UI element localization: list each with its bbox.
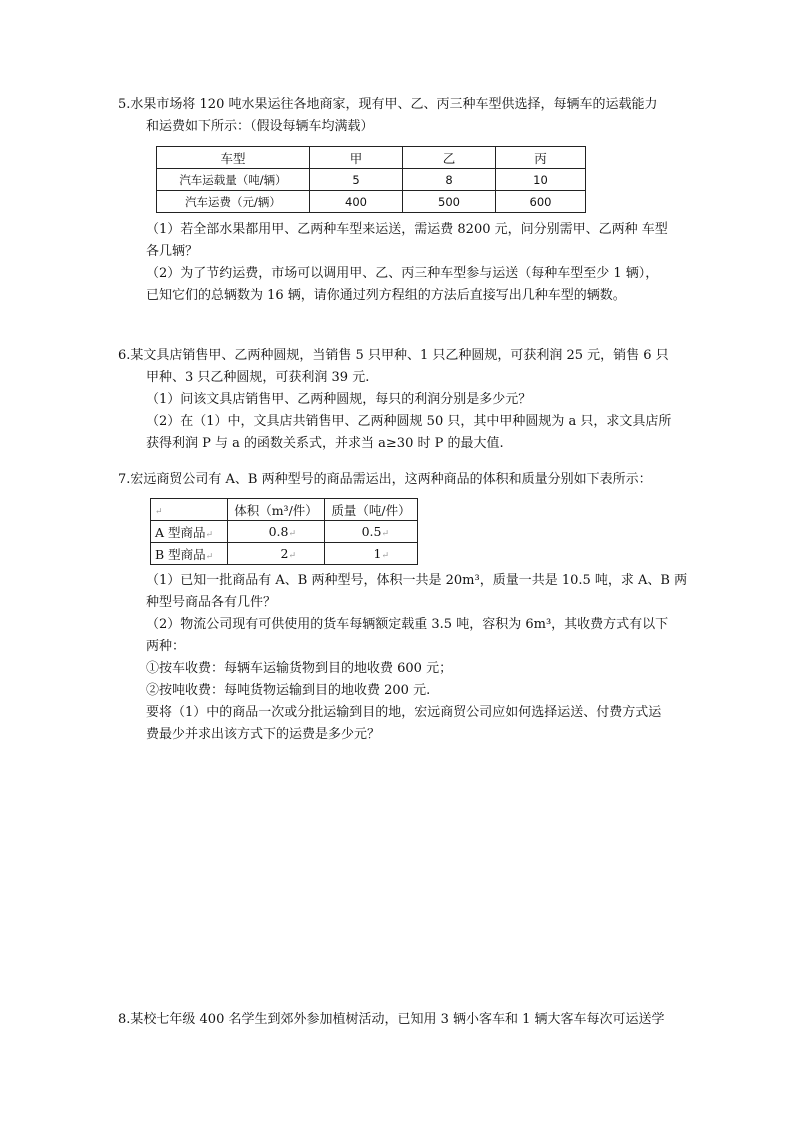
table-cell: 甲 xyxy=(310,147,403,169)
q5-stem-line-1: 5.水果市场将 120 吨水果运往各地商家，现有甲、乙、丙三种车型供选择，每辆车的运载能力 xyxy=(118,97,658,112)
table-cell xyxy=(325,521,418,543)
paragraph-mark-icon: ↵ xyxy=(155,507,163,517)
table-cell xyxy=(151,543,228,565)
q5-part-line: （2）为了节约运费，市场可以调用甲、乙、丙三种车型参与运送（每种车型至少 1 辆）， xyxy=(146,266,659,281)
paragraph-mark-icon: ↵ xyxy=(288,551,296,561)
q5-part-line: 各几辆？ xyxy=(146,244,199,259)
table-cell: 汽车运载量（吨/辆） xyxy=(157,169,310,191)
table-cell: 质量（吨/件） xyxy=(325,499,418,521)
table-cell xyxy=(325,543,418,565)
table-row xyxy=(151,543,418,565)
q5-part-line: （1）若全部水果都用甲、乙两种车型来运送，需运费 8200 元，问分别需甲、乙两种 车型 xyxy=(146,222,668,237)
question-7 xyxy=(118,469,708,491)
table-cell xyxy=(228,543,325,565)
table-cell-text: 0.8 xyxy=(268,524,289,539)
q7-part-line: 要将（1）中的商品一次或分批运输到目的地，宏远商贸公司应如何选择运送、付费方式运 xyxy=(146,705,662,720)
q6-stem-line-2: 甲种、3 只乙种圆规，可获利润 39 元. xyxy=(146,370,370,385)
table-cell: 500 xyxy=(403,191,496,213)
q7-part-line: （2）物流公司现有可供使用的货车每辆额定载重 3.5 吨，容积为 6m³，其收费方式有以下 xyxy=(146,617,669,632)
table-cell-text: 0.5 xyxy=(361,524,382,539)
table-cell-text: 1 xyxy=(373,546,382,561)
paragraph-mark-icon: ↵ xyxy=(381,529,389,539)
table-row xyxy=(157,191,586,213)
table-cell: 丙 xyxy=(496,147,586,169)
table-header-row xyxy=(157,147,586,169)
question-5 xyxy=(118,94,708,138)
q6-part-line: （2）在（1）中，文具店共销售甲、乙两种圆规 50 只，其中甲种圆规为 a 只，求文具店所 xyxy=(146,414,672,429)
table-cell: 600 xyxy=(496,191,586,213)
table-row xyxy=(157,169,586,191)
q7-goods-table xyxy=(150,498,418,565)
paragraph-mark-icon: ↵ xyxy=(381,551,389,561)
table-cell-text: A 型商品 xyxy=(155,524,206,540)
table-cell: 10 xyxy=(496,169,586,191)
q7-part-line: （1）已知一批商品有 A、B 两种型号，体积一共是 20m³，质量一共是 10.5 吨，求 A、B 两 xyxy=(146,573,688,588)
q5-part-line: 已知它们的总辆数为 16 辆，请你通过列方程组的方法后直接写出几种车型的辆数。 xyxy=(146,288,626,303)
q8-stem-line-1: 8.某校七年级 400 名学生到郊外参加植树活动，已知用 3 辆小客车和 1 辆大客车每次可运送学 xyxy=(118,1012,665,1027)
table-cell: 5 xyxy=(310,169,403,191)
table-row xyxy=(151,521,418,543)
q7-part-line: ②按吨收费：每吨货物运输到目的地收费 200 元. xyxy=(146,683,431,698)
q7-part-line: ①按车收费：每辆车运输货物到目的地收费 600 元； xyxy=(146,661,453,676)
table-header-row xyxy=(151,499,418,521)
paragraph-mark-icon: ↵ xyxy=(205,529,214,540)
q6-part-line: 获得利润 P 与 a 的函数关系式，并求当 a≥30 时 P 的最大值. xyxy=(146,436,504,451)
q6-part-line: （1）问该文具店销售甲、乙两种圆规，每只的利润分别是多少元？ xyxy=(146,392,532,407)
table-cell xyxy=(228,521,325,543)
q5-stem-line-2: 和运费如下所示：（假设每辆车均满载） xyxy=(146,119,374,134)
q7-stem-line-1: 7.宏远商贸公司有 A、B 两种型号的商品需运出，这两种商品的体积和质量分别如下表所示： xyxy=(118,472,652,487)
question-8 xyxy=(118,1009,708,1031)
q5-vehicle-table xyxy=(156,146,586,213)
table-cell: 体积（m³/件） xyxy=(228,499,325,521)
table-cell-text: 2 xyxy=(280,546,289,561)
table-cell: 汽车运费（元/辆） xyxy=(157,191,310,213)
q7-parts xyxy=(118,570,736,746)
table-cell: 8 xyxy=(403,169,496,191)
table-cell: 乙 xyxy=(403,147,496,169)
q5-parts xyxy=(118,219,736,307)
table-cell-text: B 型商品 xyxy=(155,546,206,562)
question-6 xyxy=(118,345,708,455)
paragraph-mark-icon: ↵ xyxy=(288,529,296,539)
q7-part-line: 种型号商品各有几件？ xyxy=(146,595,277,610)
table-cell: 车型 xyxy=(157,147,310,169)
q7-part-line: 两种： xyxy=(146,639,186,654)
q6-stem-line-1: 6.某文具店销售甲、乙两种圆规，当销售 5 只甲种、1 只乙种圆规，可获利润 25 元，销售 6 只 xyxy=(118,348,669,363)
table-cell xyxy=(151,499,228,521)
table-cell: 400 xyxy=(310,191,403,213)
paragraph-mark-icon: ↵ xyxy=(205,551,214,562)
q7-part-line: 费最少并求出该方式下的运费是多少元？ xyxy=(146,727,381,742)
table-cell xyxy=(151,521,228,543)
